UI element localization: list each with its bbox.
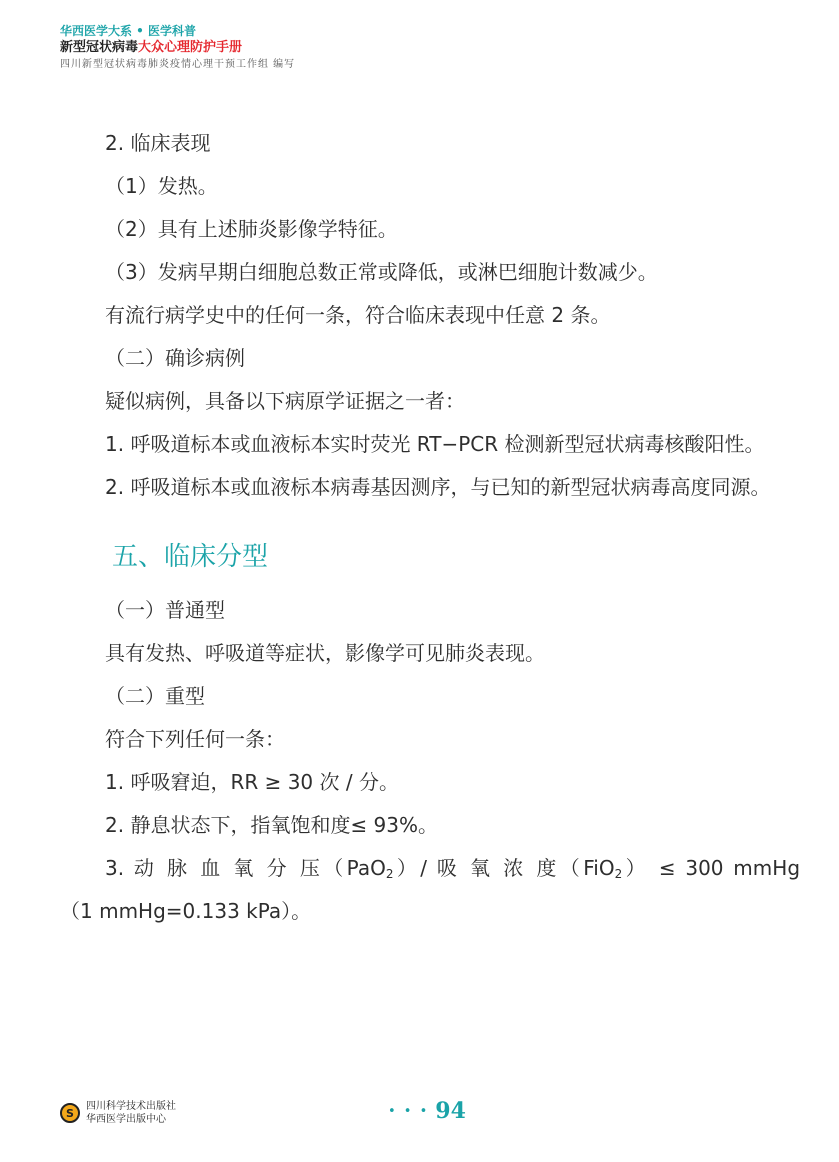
- paragraph: （3）发病早期白细胞总数正常或降低，或淋巴细胞计数减少。: [105, 260, 658, 284]
- paragraph: （2）具有上述肺炎影像学特征。: [105, 217, 398, 241]
- publisher-line: 华西医学出版中心: [86, 1114, 166, 1125]
- paragraph-formula: [60, 847, 800, 890]
- paragraph: （一）普通型: [105, 598, 225, 622]
- paragraph: 2. 呼吸道标本或血液标本病毒基因测序，与已知的新型冠状病毒高度同源。: [105, 475, 771, 499]
- formula-part: 3. 动 脉 血 氧 分 压（PaO: [105, 856, 386, 880]
- book-title-accent: 大众心理防护手册: [138, 40, 243, 55]
- paragraph: 符合下列任何一条：: [105, 727, 285, 751]
- paragraph: （1）发热。: [105, 174, 218, 198]
- paragraph: 1. 呼吸窘迫，RR ≥ 30 次 / 分。: [105, 770, 399, 794]
- paragraph: 2. 临床表现: [105, 131, 211, 155]
- publisher-names: [86, 1100, 176, 1126]
- paragraph: （1 mmHg=0.133 kPa）。: [60, 899, 312, 923]
- page-number-block: [388, 1098, 466, 1124]
- paragraph: （二）重型: [105, 684, 205, 708]
- paragraph: 疑似病例，具备以下病原学证据之一者：: [105, 389, 465, 413]
- publisher-line: 四川科学技术出版社: [86, 1101, 176, 1112]
- authors-line: 四川新型冠状病毒肺炎疫情心理干预工作组 编写: [60, 59, 296, 70]
- book-title-prefix: 新型冠状病毒: [60, 40, 139, 55]
- subscript: 2: [385, 867, 394, 881]
- page-number: 94: [435, 1098, 466, 1124]
- publisher-block: [60, 1100, 176, 1126]
- subscript: 2: [614, 867, 623, 881]
- paragraph: 有流行病学史中的任何一条，符合临床表现中任意 2 条。: [105, 303, 611, 327]
- series-title: 华西医学大系 • 医学科普: [60, 24, 197, 38]
- dots-icon: • • •: [388, 1103, 430, 1119]
- running-header: [60, 24, 295, 72]
- paragraph: 2. 静息状态下，指氧饱和度≤ 93%。: [105, 813, 439, 837]
- paragraph: 1. 呼吸道标本或血液标本实时荧光 RT−PCR 检测新型冠状病毒核酸阳性。: [105, 432, 765, 456]
- paragraph: 具有发热、呼吸道等症状，影像学可见肺炎表现。: [105, 641, 545, 665]
- formula-part: ）/ 吸 氧 浓 度（FiO: [393, 856, 615, 880]
- formula-part: ） ≤ 300 mmHg: [622, 856, 801, 880]
- book-title: [60, 39, 295, 56]
- publisher-logo-icon: S: [60, 1103, 80, 1123]
- section-heading: 五、临床分型: [112, 542, 269, 572]
- page-content: [60, 122, 800, 933]
- paragraph: （二）确诊病例: [105, 346, 245, 370]
